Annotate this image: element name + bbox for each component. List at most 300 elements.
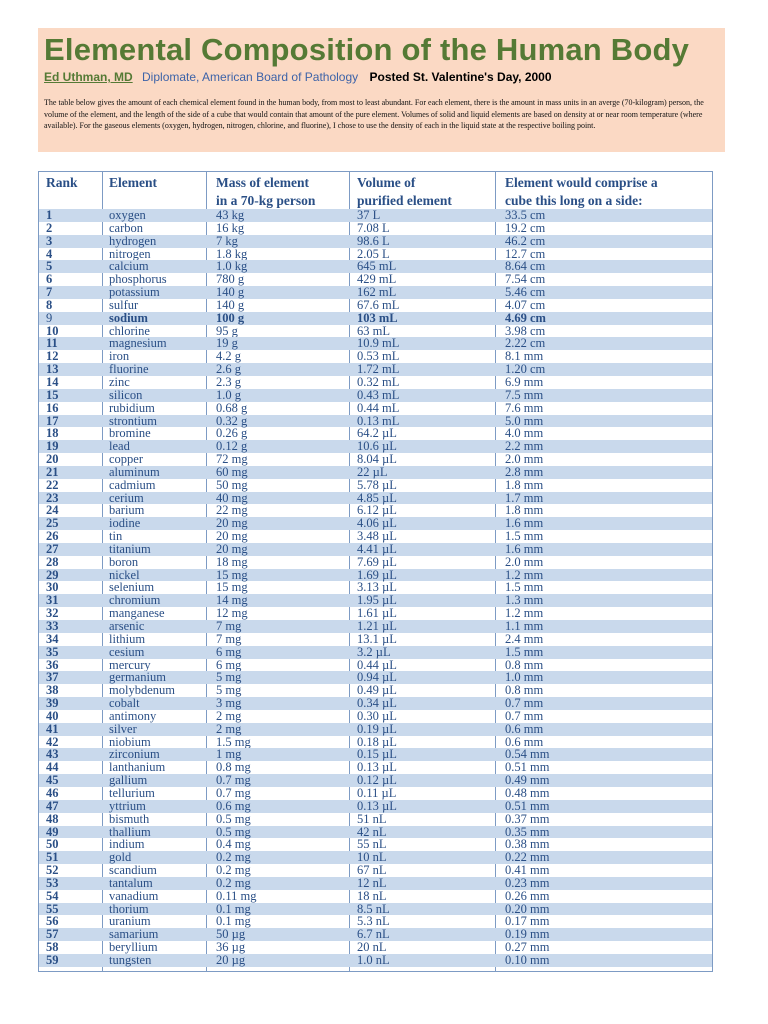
cube-cell: 0.7 mm — [505, 696, 544, 711]
table-row — [39, 299, 712, 312]
mass-cell: 19 g — [216, 336, 238, 351]
cube-cell: 19.2 cm — [505, 220, 546, 235]
cube-cell: 0.27 mm — [505, 940, 550, 955]
cube-cell: 1.1 mm — [505, 619, 544, 633]
element-cell: tellurium — [109, 785, 155, 800]
rank-cell: 15 — [46, 387, 59, 402]
rank-cell: 43 — [46, 747, 59, 762]
mass-cell: 7 kg — [216, 233, 238, 248]
rank-cell: 55 — [46, 901, 59, 916]
cube-cell: 0.49 mm — [505, 773, 550, 788]
element-cell: lanthanium — [109, 760, 166, 775]
mass-cell: 4.2 g — [216, 349, 241, 364]
cube-cell: 3.98 cm — [505, 323, 546, 338]
element-cell: bromine — [109, 426, 151, 441]
table-row — [39, 235, 712, 248]
byline — [44, 69, 719, 85]
cube-cell: 0.19 mm — [505, 927, 550, 942]
cube-cell: 7.6 mm — [505, 400, 544, 415]
table-row — [39, 723, 712, 736]
element-cell: yttrium — [109, 798, 146, 813]
mass-cell: 40 mg — [216, 490, 248, 505]
volume-cell: 0.18 µL — [357, 734, 397, 749]
mass-cell: 140 g — [216, 285, 245, 300]
element-cell: scandium — [109, 863, 157, 878]
header-cube-line2: cube this long on a side: — [505, 193, 643, 208]
rank-cell: 4 — [46, 246, 53, 261]
volume-cell: 0.19 µL — [357, 721, 397, 736]
mass-cell: 140 g — [216, 297, 245, 312]
cube-cell: 0.23 mm — [505, 875, 550, 890]
cube-cell: 0.37 mm — [505, 811, 550, 826]
header-mass-line2: in a 70-kg person — [216, 193, 316, 208]
rank-cell: 56 — [46, 914, 59, 929]
mass-cell: 20 mg — [216, 516, 248, 531]
element-cell: silicon — [109, 387, 143, 402]
rank-cell: 13 — [46, 362, 59, 377]
rank-cell: 19 — [46, 439, 59, 454]
cube-cell: 0.7 mm — [505, 708, 544, 723]
element-cell: barium — [109, 503, 145, 518]
mass-cell: 18 mg — [216, 554, 248, 569]
volume-cell: 1.21 µL — [357, 619, 397, 633]
element-cell: niobium — [109, 734, 151, 749]
rank-cell: 49 — [46, 824, 59, 839]
mass-cell: 2 mg — [216, 708, 242, 723]
volume-cell: 1.0 nL — [357, 952, 390, 967]
mass-cell: 0.1 mg — [216, 901, 251, 916]
table-row — [39, 402, 712, 415]
table-row — [39, 209, 712, 222]
element-cell: bismuth — [109, 811, 150, 826]
volume-cell: 0.53 mL — [357, 349, 400, 364]
header-rank: Rank — [46, 175, 78, 190]
element-cell: cesium — [109, 644, 145, 659]
element-cell: vanadium — [109, 888, 159, 903]
mass-cell: 15 mg — [216, 580, 248, 595]
element-cell: tin — [109, 529, 123, 544]
element-table — [38, 171, 713, 972]
volume-cell: 1.69 µL — [357, 567, 397, 582]
volume-cell: 0.94 µL — [357, 670, 397, 685]
volume-cell: 7.69 µL — [357, 554, 397, 569]
rank-cell: 47 — [46, 798, 59, 813]
volume-cell: 0.44 µL — [357, 657, 397, 672]
table-header — [39, 172, 712, 208]
volume-cell: 0.43 mL — [357, 387, 400, 402]
rank-cell: 7 — [46, 285, 53, 300]
volume-cell: 3.13 µL — [357, 580, 397, 595]
rank-cell: 16 — [46, 400, 59, 415]
volume-cell: 2.05 L — [357, 246, 390, 261]
element-cell: calcium — [109, 259, 149, 274]
rank-cell: 29 — [46, 567, 59, 582]
table-row — [39, 697, 712, 710]
table-row — [39, 710, 712, 723]
mass-cell: 0.68 g — [216, 400, 248, 415]
element-cell: rubidium — [109, 400, 155, 415]
rank-cell: 34 — [46, 631, 59, 646]
rank-cell: 51 — [46, 850, 59, 865]
table-row — [39, 954, 712, 967]
cube-cell: 6.9 mm — [505, 374, 544, 389]
cube-cell: 1.6 mm — [505, 516, 544, 531]
mass-cell: 15 mg — [216, 567, 248, 582]
mass-cell: 20 mg — [216, 529, 248, 544]
rank-cell: 44 — [46, 760, 59, 775]
volume-cell: 0.13 µL — [357, 798, 397, 813]
table-row — [39, 312, 712, 325]
volume-cell: 0.13 mL — [357, 413, 400, 428]
rank-cell: 37 — [46, 670, 59, 685]
rank-cell: 28 — [46, 554, 59, 569]
table-row — [39, 479, 712, 492]
volume-cell: 0.49 µL — [357, 683, 397, 698]
element-cell: samarium — [109, 927, 159, 942]
cube-cell: 0.10 mm — [505, 952, 550, 967]
element-cell: beryllium — [109, 940, 158, 955]
cube-cell: 1.7 mm — [505, 490, 544, 505]
header-volume-line1: Volume of — [357, 175, 416, 190]
mass-cell: 14 mg — [216, 593, 248, 608]
volume-cell: 8.04 µL — [357, 452, 397, 467]
element-cell: zinc — [109, 374, 130, 389]
volume-cell: 13.1 µL — [357, 631, 397, 646]
mass-cell: 0.8 mg — [216, 760, 251, 775]
rank-cell: 48 — [46, 811, 59, 826]
element-cell: carbon — [109, 220, 144, 235]
cube-cell: 0.41 mm — [505, 863, 550, 878]
rank-cell: 23 — [46, 490, 59, 505]
mass-cell: 2.3 g — [216, 374, 241, 389]
rank-cell: 42 — [46, 734, 59, 749]
rank-cell: 10 — [46, 323, 59, 338]
mass-cell: 1 mg — [216, 747, 242, 762]
element-cell: arsenic — [109, 619, 145, 633]
cube-cell: 8.64 cm — [505, 259, 546, 274]
element-cell: magnesium — [109, 336, 167, 351]
rank-cell: 14 — [46, 374, 59, 389]
element-cell: sodium — [109, 310, 148, 325]
volume-cell: 4.85 µL — [357, 490, 397, 505]
element-cell: thallium — [109, 824, 151, 839]
mass-cell: 1.5 mg — [216, 734, 251, 749]
volume-cell: 1.61 µL — [357, 606, 397, 621]
element-cell: phosphorus — [109, 272, 167, 287]
cube-cell: 1.6 mm — [505, 541, 544, 556]
element-cell: uranium — [109, 914, 151, 929]
rank-cell: 32 — [46, 606, 59, 621]
volume-cell: 0.32 mL — [357, 374, 400, 389]
element-cell: germanium — [109, 670, 166, 685]
mass-cell: 0.2 mg — [216, 875, 251, 890]
cube-cell: 4.07 cm — [505, 297, 546, 312]
volume-cell: 64.2 µL — [357, 426, 397, 441]
element-cell: iodine — [109, 516, 141, 531]
cube-cell: 33.5 cm — [505, 208, 546, 222]
volume-cell: 0.34 µL — [357, 696, 397, 711]
mass-cell: 50 mg — [216, 477, 248, 492]
cube-cell: 4.0 mm — [505, 426, 544, 441]
table-row — [39, 787, 712, 800]
element-cell: copper — [109, 452, 144, 467]
element-cell: sulfur — [109, 297, 139, 312]
mass-cell: 2 mg — [216, 721, 242, 736]
element-cell: lithium — [109, 631, 146, 646]
rank-cell: 57 — [46, 927, 59, 942]
volume-cell: 20 nL — [357, 940, 387, 955]
element-cell: iron — [109, 349, 130, 364]
mass-cell: 0.5 mg — [216, 811, 251, 826]
mass-cell: 3 mg — [216, 696, 242, 711]
rank-cell: 46 — [46, 785, 59, 800]
element-cell: thorium — [109, 901, 149, 916]
volume-cell: 18 nL — [357, 888, 387, 903]
element-cell: molybdenum — [109, 683, 175, 698]
header-mass-line1: Mass of element — [216, 175, 309, 190]
volume-cell: 103 mL — [357, 310, 398, 325]
document-header — [38, 28, 725, 152]
mass-cell: 2.6 g — [216, 362, 241, 377]
volume-cell: 10.6 µL — [357, 439, 397, 454]
table-row — [39, 877, 712, 890]
element-cell: tantalum — [109, 875, 153, 890]
volume-cell: 8.5 nL — [357, 901, 390, 916]
rank-cell: 36 — [46, 657, 59, 672]
table-row — [39, 530, 712, 543]
cube-cell: 1.3 mm — [505, 593, 544, 608]
cube-cell: 0.51 mm — [505, 798, 550, 813]
element-cell: tungsten — [109, 952, 152, 967]
rank-cell: 53 — [46, 875, 59, 890]
mass-cell: 0.7 mg — [216, 785, 251, 800]
cube-cell: 0.17 mm — [505, 914, 550, 929]
mass-cell: 0.26 g — [216, 426, 248, 441]
rank-cell: 38 — [46, 683, 59, 698]
cube-cell: 4.69 cm — [505, 310, 546, 325]
volume-cell: 0.15 µL — [357, 747, 397, 762]
mass-cell: 0.6 mg — [216, 798, 251, 813]
table-row — [39, 813, 712, 826]
cube-cell: 1.20 cm — [505, 362, 546, 377]
rank-cell: 3 — [46, 233, 53, 248]
mass-cell: 22 mg — [216, 503, 248, 518]
mass-cell: 20 mg — [216, 541, 248, 556]
table-row — [39, 890, 712, 903]
mass-cell: 1.8 kg — [216, 246, 248, 261]
mass-cell: 0.5 mg — [216, 824, 251, 839]
author-link[interactable]: Ed Uthman, MD — [44, 70, 133, 84]
mass-cell: 0.12 g — [216, 439, 248, 454]
rank-cell: 22 — [46, 477, 59, 492]
cube-cell: 0.8 mm — [505, 683, 544, 698]
rank-cell: 2 — [46, 220, 53, 235]
volume-cell: 67 nL — [357, 863, 387, 878]
volume-cell: 7.08 L — [357, 220, 390, 235]
rank-cell: 25 — [46, 516, 59, 531]
volume-cell: 0.12 µL — [357, 773, 397, 788]
intro-paragraph: The table below gives the amount of each chemical element found in the human body, from most to least abundant. For each element, there is the amount in mass units in an averge (70-kilogram) person, the volume of the element, and the length of the side of a cube that would contain that amount of the pure element. Volumes of solid and liquid elements are based on density at or near room temperature (where available). For the gaseous elements (oxygen, hydrogen, nitrogen, chlorine, and fluorine), I chose to use the density of each in the liquid state at the respective boiling point. — [44, 98, 704, 130]
cube-cell: 0.20 mm — [505, 901, 550, 916]
mass-cell: 60 mg — [216, 464, 248, 479]
element-cell: fluorine — [109, 362, 149, 377]
cube-cell: 7.5 mm — [505, 387, 544, 402]
mass-cell: 1.0 g — [216, 387, 241, 402]
mass-cell: 72 mg — [216, 452, 248, 467]
element-cell: titanium — [109, 541, 151, 556]
cube-cell: 0.6 mm — [505, 734, 544, 749]
mass-cell: 780 g — [216, 272, 245, 287]
mass-cell: 36 µg — [216, 940, 246, 955]
cube-cell: 2.4 mm — [505, 631, 544, 646]
volume-cell: 5.3 nL — [357, 914, 390, 929]
mass-cell: 0.11 mg — [216, 888, 257, 903]
element-cell: nickel — [109, 567, 140, 582]
mass-cell: 20 µg — [216, 952, 246, 967]
element-cell: cerium — [109, 490, 144, 505]
volume-cell: 3.2 µL — [357, 644, 391, 659]
cube-cell: 2.22 cm — [505, 336, 546, 351]
rank-cell: 45 — [46, 773, 59, 788]
element-cell: gallium — [109, 773, 148, 788]
volume-cell: 0.13 µL — [357, 760, 397, 775]
posted-date: Posted St. Valentine's Day, 2000 — [369, 70, 552, 84]
cube-cell: 2.2 mm — [505, 439, 544, 454]
volume-cell: 429 mL — [357, 272, 397, 287]
cube-cell: 12.7 cm — [505, 246, 546, 261]
mass-cell: 1.0 kg — [216, 259, 248, 274]
volume-cell: 4.41 µL — [357, 541, 397, 556]
rank-cell: 8 — [46, 297, 53, 312]
rank-cell: 21 — [46, 464, 59, 479]
rank-cell: 40 — [46, 708, 59, 723]
volume-cell: 67.6 mL — [357, 297, 400, 312]
header-volume-line2: purified element — [357, 193, 452, 208]
volume-cell: 63 mL — [357, 323, 390, 338]
cube-cell: 8.1 mm — [505, 349, 544, 364]
table-row — [39, 633, 712, 646]
table-row — [39, 453, 712, 466]
volume-cell: 6.7 nL — [357, 927, 390, 942]
cube-cell: 1.5 mm — [505, 529, 544, 544]
rank-cell: 18 — [46, 426, 59, 441]
mass-cell: 12 mg — [216, 606, 248, 621]
mass-cell: 0.2 mg — [216, 863, 251, 878]
volume-cell: 0.11 µL — [357, 785, 397, 800]
volume-cell: 1.95 µL — [357, 593, 397, 608]
element-cell: chromium — [109, 593, 161, 608]
cube-cell: 1.8 mm — [505, 503, 544, 518]
table-row — [39, 376, 712, 389]
table-row — [39, 800, 712, 813]
table-row — [39, 864, 712, 877]
mass-cell: 0.7 mg — [216, 773, 251, 788]
table-row — [39, 389, 712, 402]
rank-cell: 5 — [46, 259, 53, 274]
element-cell: aluminum — [109, 464, 160, 479]
mass-cell: 5 mg — [216, 683, 242, 698]
cube-cell: 2.0 mm — [505, 554, 544, 569]
cube-cell: 0.6 mm — [505, 721, 544, 736]
volume-cell: 4.06 µL — [357, 516, 397, 531]
cube-cell: 1.5 mm — [505, 580, 544, 595]
cube-cell: 46.2 cm — [505, 233, 546, 248]
volume-cell: 12 nL — [357, 875, 387, 890]
cube-cell: 0.26 mm — [505, 888, 550, 903]
volume-cell: 55 nL — [357, 837, 387, 852]
element-cell: lead — [109, 439, 130, 454]
cube-cell: 0.35 mm — [505, 824, 550, 839]
author-credential: Diplomate, American Board of Pathology — [142, 70, 359, 84]
rank-cell: 27 — [46, 541, 59, 556]
cube-cell: 0.8 mm — [505, 657, 544, 672]
rank-cell: 12 — [46, 349, 59, 364]
rank-cell: 52 — [46, 863, 59, 878]
cube-cell: 2.8 mm — [505, 464, 544, 479]
mass-cell: 0.4 mg — [216, 837, 251, 852]
table-body — [39, 209, 712, 967]
element-cell: strontium — [109, 413, 157, 428]
mass-cell: 7 mg — [216, 631, 242, 646]
mass-cell: 95 g — [216, 323, 238, 338]
mass-cell: 50 µg — [216, 927, 246, 942]
volume-cell: 37 L — [357, 208, 381, 222]
mass-cell: 16 kg — [216, 220, 245, 235]
table-row — [39, 286, 712, 299]
rank-cell: 6 — [46, 272, 53, 287]
rank-cell: 59 — [46, 952, 59, 967]
volume-cell: 10.9 mL — [357, 336, 400, 351]
volume-cell: 6.12 µL — [357, 503, 397, 518]
rank-cell: 11 — [46, 336, 58, 351]
cube-cell: 0.48 mm — [505, 785, 550, 800]
rank-cell: 54 — [46, 888, 59, 903]
element-cell: boron — [109, 554, 139, 569]
rank-cell: 9 — [46, 310, 53, 325]
rank-cell: 30 — [46, 580, 59, 595]
element-cell: indium — [109, 837, 145, 852]
element-cell: gold — [109, 850, 132, 865]
mass-cell: 0.1 mg — [216, 914, 251, 929]
element-cell: nitrogen — [109, 246, 151, 261]
volume-cell: 1.72 mL — [357, 362, 400, 377]
rank-cell: 35 — [46, 644, 59, 659]
table-row — [39, 620, 712, 633]
rank-cell: 26 — [46, 529, 59, 544]
volume-cell: 10 nL — [357, 850, 387, 865]
volume-cell: 0.30 µL — [357, 708, 397, 723]
element-cell: oxygen — [109, 208, 146, 222]
volume-cell: 22 µL — [357, 464, 388, 479]
cube-cell: 1.2 mm — [505, 606, 544, 621]
element-cell: potassium — [109, 285, 160, 300]
rank-cell: 20 — [46, 452, 59, 467]
cube-cell: 5.0 mm — [505, 413, 544, 428]
table-row — [39, 556, 712, 569]
mass-cell: 7 mg — [216, 619, 242, 633]
rank-cell: 50 — [46, 837, 59, 852]
cube-cell: 1.8 mm — [505, 477, 544, 492]
element-cell: zirconium — [109, 747, 160, 762]
volume-cell: 645 mL — [357, 259, 397, 274]
rank-cell: 17 — [46, 413, 59, 428]
element-cell: cobalt — [109, 696, 140, 711]
rank-cell: 31 — [46, 593, 59, 608]
rank-cell: 41 — [46, 721, 59, 736]
element-cell: hydrogen — [109, 233, 157, 248]
rank-cell: 1 — [46, 208, 53, 222]
mass-cell: 0.32 g — [216, 413, 248, 428]
